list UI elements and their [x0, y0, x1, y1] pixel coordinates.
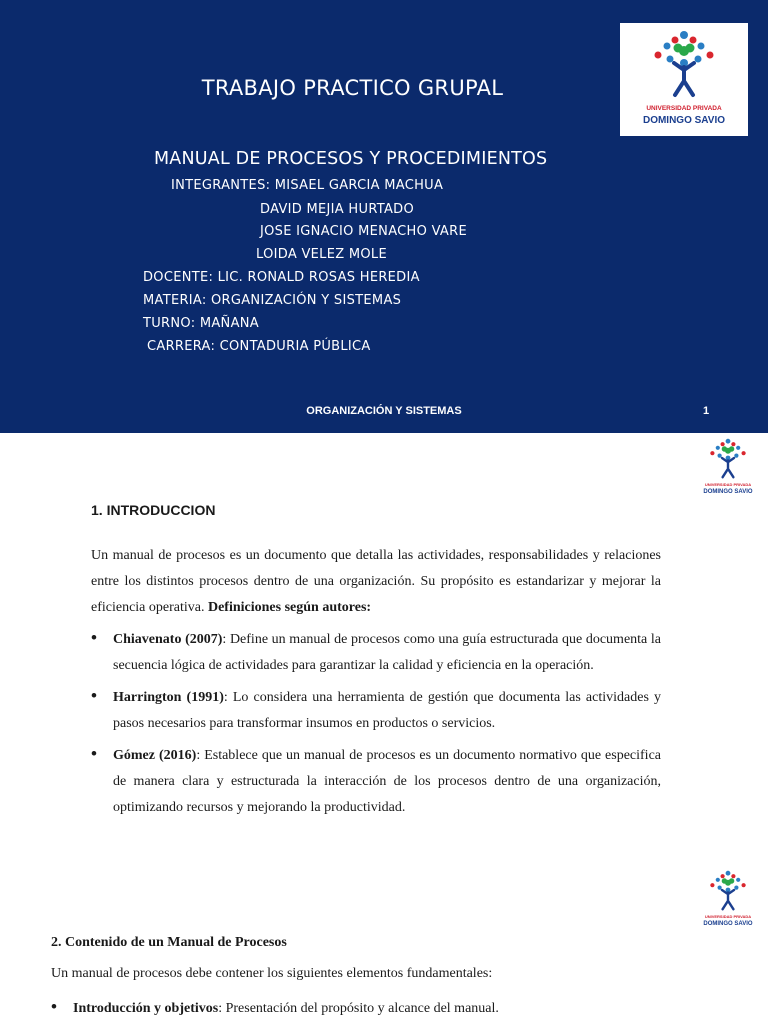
- contents-list: [51, 998, 671, 1020]
- definition-text: : Define un manual de procesos como una guía estructurada que documenta la secuencia lógica de actividades para garantizar la calidad y eficiencia en la operación.: [113, 632, 662, 673]
- carrera-line: CARRERA: CONTADURIA PÚBLICA: [147, 339, 371, 354]
- cover-slide: [0, 0, 768, 433]
- tree-figure-icon: [688, 434, 768, 482]
- university-logo-small: [688, 434, 768, 501]
- logo-line-2: DOMINGO SAVIO: [703, 489, 753, 495]
- member-name: DAVID MEJIA HURTADO: [260, 202, 414, 217]
- slide-footer: ORGANIZACIÓN Y SISTEMAS: [306, 405, 462, 417]
- tree-figure-icon: [620, 23, 748, 103]
- member-name: LOIDA VELEZ MOLE: [256, 247, 387, 262]
- section-1-heading: 1. INTRODUCCION: [91, 502, 216, 518]
- tree-figure-icon: [688, 866, 768, 914]
- intro-text: Un manual de procesos es un documento que detalla las actividades, responsabilidades y relaciones entre los distintos procesos dentro de una organización. Su propósito es estandarizar y mejorar la eficiencia operativa.: [91, 548, 661, 615]
- list-item: [51, 998, 671, 1020]
- materia-line: MATERIA: ORGANIZACIÓN Y SISTEMAS: [143, 293, 402, 308]
- list-item: [91, 685, 661, 737]
- logo-line-1: UNIVERSIDAD PRIVADA: [646, 105, 722, 112]
- content-text: : Presentación del propósito y alcance del manual.: [218, 1001, 499, 1016]
- docente-line: DOCENTE: LIC. RONALD ROSAS HEREDIA: [143, 270, 420, 285]
- author-name: Gómez (2016): [113, 748, 197, 763]
- list-item: [91, 743, 661, 821]
- content-term: Introducción y objetivos: [73, 1001, 219, 1016]
- cover-subtitle: MANUAL DE PROCESOS Y PROCEDIMIENTOS: [154, 149, 548, 169]
- author-name: Harrington (1991): [113, 690, 224, 705]
- logo-line-2: DOMINGO SAVIO: [642, 115, 726, 126]
- cover-title: TRABAJO PRACTICO GRUPAL: [201, 76, 504, 100]
- logo-line-1: UNIVERSIDAD PRIVADA: [704, 482, 752, 487]
- page-number: 1: [703, 405, 710, 417]
- definition-text: : Lo considera una herramienta de gestión que documenta las actividades y pasos necesarios para transformar insumos en productos o servicios.: [113, 690, 661, 731]
- definitions-list: [91, 627, 661, 827]
- member-name: JOSE IGNACIO MENACHO VARE: [260, 224, 467, 239]
- logo-line-2: DOMINGO SAVIO: [703, 921, 753, 927]
- definition-text: : Establece que un manual de procesos es un documento normativo que especifica de manera clara y estructurada la interacción de los procesos dentro de una organización, optimizando recursos y mejorando la productividad.: [113, 748, 662, 815]
- logo-line-1: UNIVERSIDAD PRIVADA: [704, 914, 752, 919]
- university-logo-small: [688, 866, 768, 933]
- author-name: Chiavenato (2007): [113, 632, 223, 647]
- turno-line: TURNO: MAÑANA: [143, 316, 259, 331]
- definitions-label: Definiciones según autores:: [207, 600, 372, 615]
- section-2-intro: Un manual de procesos debe contener los siguientes elementos fundamentales:: [51, 966, 493, 981]
- section-2-heading: 2. Contenido de un Manual de Procesos: [51, 935, 287, 950]
- university-logo: [620, 23, 748, 136]
- members-line: INTEGRANTES: MISAEL GARCIA MACHUA: [171, 178, 444, 193]
- intro-paragraph: [91, 543, 661, 621]
- list-item: [91, 627, 661, 679]
